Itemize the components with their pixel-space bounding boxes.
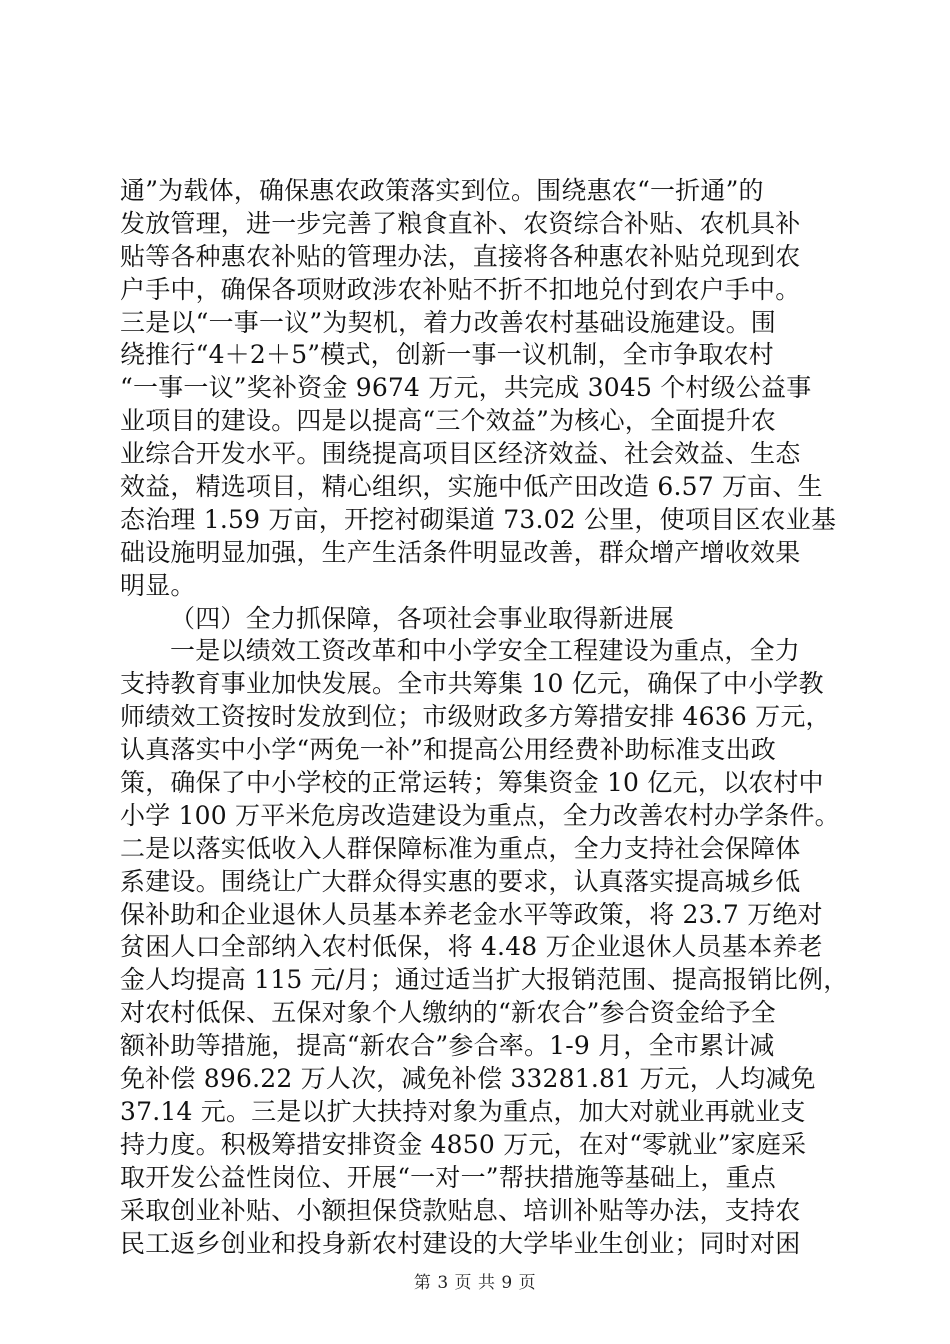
text-line: 贴等各种惠农补贴的管理办法，直接将各种惠农补贴兑现到农 <box>120 241 801 271</box>
text-line: 小学 100 万平米危房改造建设为重点，全力改善农村办学条件。 <box>120 800 840 830</box>
text-line: 采取创业补贴、小额担保贷款贴息、培训补贴等办法，支持农 <box>120 1195 801 1225</box>
text-line: 础设施明显加强，生产生活条件明显改善，群众增产增收效果 <box>120 537 801 567</box>
text-line: 师绩效工资按时发放到位；市级财政多方筹措安排 4636 万元， <box>120 702 831 732</box>
document-body <box>120 175 849 1260</box>
text-line: 金人均提高 115 元/月；通过适当扩大报销范围、提高报销比例， <box>120 965 849 995</box>
text-line: “一事一议”奖补资金 9674 万元，共完成 3045 个村级公益事 <box>120 373 812 403</box>
text-line: 支持教育事业加快发展。全市共筹集 10 亿元，确保了中小学教 <box>120 669 824 699</box>
text-line: 保补助和企业退休人员基本养老金水平等政策，将 23.7 万绝对 <box>120 899 823 929</box>
text-line: 二是以落实低收入人群保障标准为重点，全力支持社会保障体 <box>120 833 801 863</box>
text-line: 业项目的建设。四是以提高“三个效益”为核心，全面提升农 <box>120 406 776 436</box>
text-line: 免补偿 896.22 万人次，减免补偿 33281.81 万元，人均减免 <box>120 1064 816 1094</box>
text-line: 策，确保了中小学校的正常运转；筹集资金 10 亿元，以农村中 <box>120 768 824 798</box>
text-line: 绕推行“4＋2＋5”模式，创新一事一议机制，全市争取农村 <box>120 340 774 370</box>
text-line: 业综合开发水平。围绕提高项目区经济效益、社会效益、生态 <box>120 439 801 469</box>
text-line: 一是以绩效工资改革和中小学安全工程建设为重点，全力 <box>170 636 801 666</box>
text-line: 系建设。围绕让广大群众得实惠的要求，认真落实提高城乡低 <box>120 866 801 896</box>
text-line: 三是以“一事一议”为契机，着力改善农村基础设施建设。围 <box>120 307 776 337</box>
text-line: 持力度。积极筹措安排资金 4850 万元，在对“零就业”家庭采 <box>120 1129 807 1159</box>
text-line: 37.14 元。三是以扩大扶持对象为重点，加大对就业再就业支 <box>120 1096 806 1126</box>
page-number-footer: 第 3 页 共 9 页 <box>413 1273 537 1293</box>
text-line: 明显。 <box>120 570 196 600</box>
text-line: 认真落实中小学“两免一补”和提高公用经费补助标准支出政 <box>120 735 776 765</box>
text-line: 发放管理，进一步完善了粮食直补、农资综合补贴、农机具补 <box>120 208 801 238</box>
text-line: 态治理 1.59 万亩，开挖衬砌渠道 73.02 公里，使项目区农业基 <box>120 504 837 534</box>
text-line: 通”为载体，确保惠农政策落实到位。围绕惠农“一折通”的 <box>120 176 764 205</box>
text-line: 民工返乡创业和投身新农村建设的大学毕业生创业；同时对困 <box>120 1228 801 1258</box>
text-line: 对农村低保、五保对象个人缴纳的“新农合”参合资金给予全 <box>120 998 776 1028</box>
text-line: 贫困人口全部纳入农村低保，将 4.48 万企业退休人员基本养老 <box>120 932 823 962</box>
text-line: 额补助等措施，提高“新农合”参合率。1-9 月，全市累计减 <box>120 1031 775 1061</box>
section-heading: （四）全力抓保障，各项社会事业取得新进展 <box>170 603 675 633</box>
text-line: 效益，精选项目，精心组织，实施中低产田改造 6.57 万亩、生 <box>120 472 823 502</box>
text-line: 户手中，确保各项财政涉农补贴不折不扣地兑付到农户手中。 <box>120 274 801 304</box>
text-line: 取开发公益性岗位、开展“一对一”帮扶措施等基础上，重点 <box>120 1162 776 1192</box>
